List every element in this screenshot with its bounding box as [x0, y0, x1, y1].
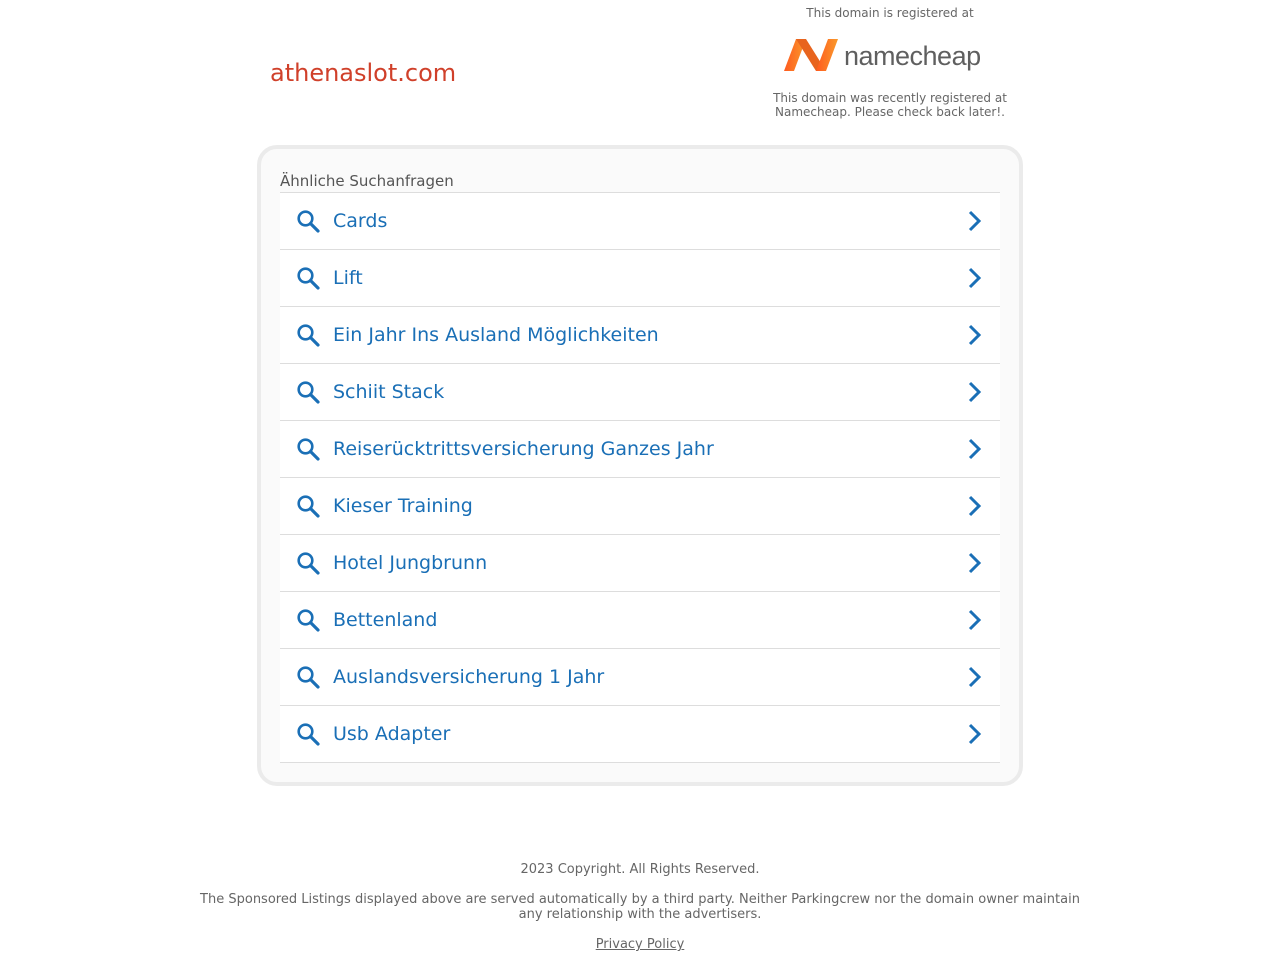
- domain-title: athenaslot.com: [270, 59, 457, 87]
- related-search-item[interactable]: [280, 649, 1000, 706]
- chevron-right-icon: [966, 722, 984, 746]
- related-searches-title: Ähnliche Suchanfragen: [280, 172, 454, 190]
- search-icon: [296, 380, 320, 404]
- search-icon: [296, 722, 320, 746]
- related-search-label[interactable]: Bettenland: [333, 609, 438, 631]
- related-search-item[interactable]: [280, 307, 1000, 364]
- related-search-label[interactable]: Usb Adapter: [333, 723, 451, 745]
- registrar-intro: This domain is registered at: [806, 6, 974, 20]
- related-search-label[interactable]: Schiit Stack: [333, 381, 445, 403]
- related-searches-list: [280, 192, 1000, 763]
- chevron-right-icon: [966, 551, 984, 575]
- related-search-item[interactable]: [280, 250, 1000, 307]
- chevron-right-icon: [966, 209, 984, 233]
- copyright-text: 2023 Copyright. All Rights Reserved.: [520, 862, 760, 877]
- related-search-label[interactable]: Ein Jahr Ins Ausland Möglichkeiten: [333, 324, 659, 346]
- related-search-item[interactable]: [280, 421, 1000, 478]
- search-icon: [296, 494, 320, 518]
- related-search-item[interactable]: [280, 364, 1000, 421]
- namecheap-wordmark: namecheap: [844, 41, 981, 71]
- related-search-label[interactable]: Hotel Jungbrunn: [333, 552, 488, 574]
- related-search-item[interactable]: [280, 535, 1000, 592]
- related-searches-panel: [257, 145, 1023, 786]
- privacy-policy-link[interactable]: Privacy Policy: [595, 937, 685, 952]
- related-search-label[interactable]: Auslandsversicherung 1 Jahr: [333, 666, 605, 688]
- related-search-label[interactable]: Cards: [333, 210, 388, 232]
- related-search-item[interactable]: [280, 478, 1000, 535]
- related-search-label[interactable]: Kieser Training: [333, 495, 473, 517]
- chevron-right-icon: [966, 266, 984, 290]
- namecheap-logo[interactable]: [780, 33, 1000, 77]
- chevron-right-icon: [966, 494, 984, 518]
- related-search-item[interactable]: [280, 706, 1000, 763]
- related-search-item[interactable]: [280, 592, 1000, 649]
- registrar-block: [760, 5, 1020, 119]
- search-icon: [296, 665, 320, 689]
- search-icon: [296, 266, 320, 290]
- chevron-right-icon: [966, 323, 984, 347]
- search-icon: [296, 551, 320, 575]
- related-search-label[interactable]: Lift: [333, 267, 363, 289]
- registrar-note: This domain was recently registered at Namecheap. Please check back later!.: [773, 91, 1007, 119]
- search-icon: [296, 209, 320, 233]
- search-icon: [296, 437, 320, 461]
- search-icon: [296, 608, 320, 632]
- disclaimer-text: The Sponsored Listings displayed above are served automatically by a third party. Neither Parkingcrew nor the domain owner maintain any relationship with the advertisers.: [200, 892, 1080, 922]
- footer: [0, 862, 1280, 953]
- related-search-item[interactable]: [280, 193, 1000, 250]
- chevron-right-icon: [966, 437, 984, 461]
- search-icon: [296, 323, 320, 347]
- related-search-label[interactable]: Reiserücktrittsversicherung Ganzes Jahr: [333, 438, 714, 460]
- chevron-right-icon: [966, 608, 984, 632]
- chevron-right-icon: [966, 665, 984, 689]
- chevron-right-icon: [966, 380, 984, 404]
